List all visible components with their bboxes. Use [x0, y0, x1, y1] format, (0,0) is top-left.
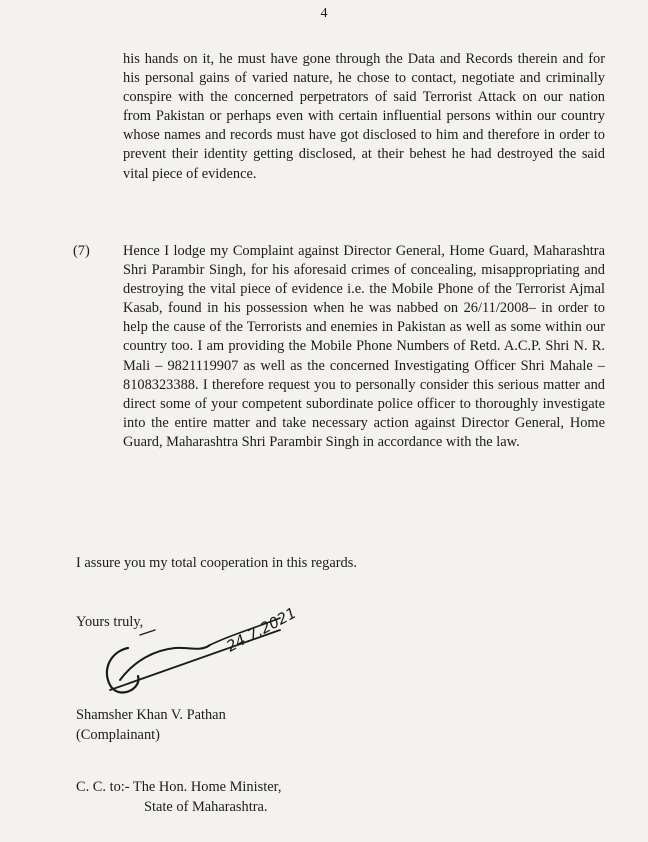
signature-date: 24.7.2021 — [223, 603, 300, 656]
cc-line-2: State of Maharashtra. — [144, 799, 268, 815]
signer-role: (Complainant) — [76, 727, 160, 743]
page-number: 4 — [320, 6, 328, 21]
cc-line-1: C. C. to:- The Hon. Home Minister, — [76, 779, 282, 795]
paragraph-7-text: Hence I lodge my Complaint against Director General, Home Guard, Maharashtra Shri Parambir Singh, for his aforesaid crimes of concealing, misappropriating and destroying the vital piece of evidence i.e. the Mobile Phone of the Terrorist Ajmal Kasab, found in his possession when he was nabbed on 26/11/2008– in order to help the cause of the Terrorists and enemies in Pakistan as well as some within our country too. I am providing the Mobile Phone Numbers of Retd. A.C.P. Shri N. R. Mali – 9821119907 as well as the concerned Investigating Officer Shri Mahale – 8108323388. I therefore request you to personally consider this serious matter and direct some of your competent subordinate police officer to thoroughly investigate into the entire matter and take necessary action against Director General, Home Guard, Maharashtra Shri Parambir Singh in accordance with the law. — [123, 243, 605, 450]
handwritten-signature — [80, 590, 380, 710]
assurance-line: I assure you my total cooperation in this regards. — [76, 555, 357, 571]
signer-name: Shamsher Khan V. Pathan — [76, 707, 226, 723]
paragraph-number-7: (7) — [73, 243, 90, 259]
paragraph-continued: his hands on it, he must have gone through the Data and Records therein and for his personal gains of varied nature, he chose to contact, negotiate and criminally conspire with the concerned perpetrators of said Terrorist Attack on our nation from Pakistan or perhaps even with certain influential persons within our country whose names and records must have got disclosed to him and therefore in order to prevent their identity getting disclosed, at their behest he had destroyed the said vital piece of evidence. — [123, 51, 605, 182]
closing-salutation: Yours truly, — [76, 614, 144, 630]
